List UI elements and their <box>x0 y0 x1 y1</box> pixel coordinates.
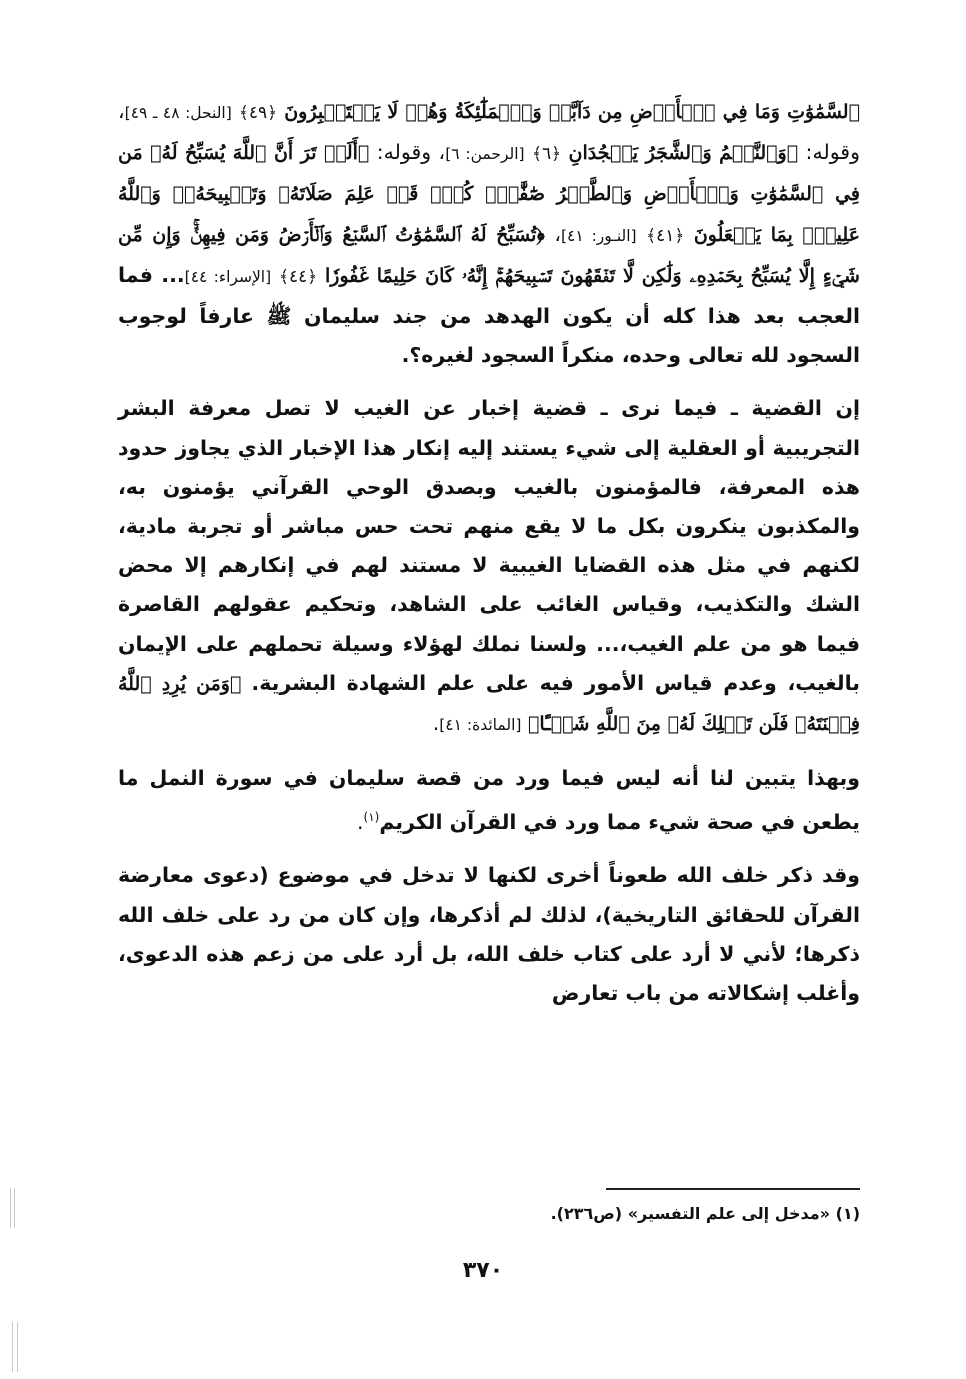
paragraph-4 <box>118 856 860 1013</box>
quran-verse: ﴿وَمَن يُرِدِ ٱللَّهُ فِتۡنَتَهُۥ فَلَن تَمۡلِكَ لَهُۥ مِنَ ٱللَّهِ شَيۡـًٔا﴾ <box>118 672 860 736</box>
verse-reference: [النـور: ٤١] <box>560 226 637 245</box>
quran-verse: ﴿أَلَمۡ تَرَ أَنَّ ٱللَّهَ يُسَبِّحُ لَهُۥ مَن فِي ٱلسَّمَٰوَٰتِ وَٱلۡأَرۡضِ وَٱلطَّيۡرُ صَٰٓفَّٰتٖۖ كُلّٞ قَدۡ عَلِمَ صَلَاتَهُۥ وَتَسۡبِيحَهُۥۗ وَٱللَّهُ عَلِيمُۢ بِمَا يَفۡعَلُونَ <box>118 142 860 246</box>
verse-reference: [الإسراء: ٤٤] <box>184 267 272 286</box>
ayah-number: ﴿٤٩﴾ <box>238 103 278 123</box>
quran-verse: ﴿وَٱلنَّجۡمُ وَٱلشَّجَرُ يَسۡجُدَانِ <box>568 142 799 165</box>
footnote-text: «مدخل إلى علم التفسير» (ص٢٣٦). <box>550 1204 831 1223</box>
body-text: . <box>432 711 440 736</box>
footnote-number: (١) <box>835 1204 860 1223</box>
scan-edge-line <box>12 1322 13 1372</box>
ayah-number: ﴿٤٤﴾ <box>278 266 318 287</box>
verse-reference: [النحل: ٤٨ ـ ٤٩] <box>124 104 232 122</box>
body-text: وبهذا يتبين لنا أنه ليس فيما ورد من قصة سليمان في سورة النمل ما يطعن في صحة شيء مما ورد في القرآن الكريم <box>118 766 860 835</box>
quran-verse: ٱلسَّمَٰوَٰتِ وَمَا فِي ٱلۡأَرۡضِ مِن دَآبَّةٖ وَٱلۡمَلَٰٓئِكَةُ وَهُمۡ لَا يَسۡتَكۡبِرُونَ <box>284 101 860 123</box>
body-text: إن القضية ـ فيما نرى ـ قضية إخبار عن الغيب لا تصل معرفة البشر التجريبية أو العقلية إلى شيء يستند إليه إنكار هذا الإخبار الذي يجاوز حدود هذه المعرفة، فالمؤمنون بالغيب وبصدق الوحي القرآني يؤمنون به، والمكذبون ينكرون بكل ما لا يقع منهم تحت حس مباشر أو تجربة مادية، لكنهم في مثل هذه القضايا الغيبية لا مستند لهم في إنكارهم إلا محض الشك والتكذيب، وقياس الغائب على الشاهد، وتحكيم عقولهم القاصرة فيما هو من علم الغيب،... ولسنا نملك لهؤلاء وسيلة تحملهم على الإيمان بالغيب، وعدم قياس الأمور فيه على علم الشهادة البشرية. <box>118 396 860 695</box>
verse-reference: [المائدة: ٤١] <box>439 716 522 735</box>
scan-edge-line <box>14 1188 15 1228</box>
quran-verse: ﴿تُسَبِّحُ لَهُ ٱلسَّمَٰوَٰتُ ٱلسَّبۡعُ وَٱلۡأَرۡضُ وَمَن فِيهِنَّۚ وَإِن مِّن شَيۡءٍ إِلَّا يُسَبِّحُ بِحَمۡدِهِۦ وَلَٰكِن لَّا تَفۡقَهُونَ تَسۡبِيحَهُمۡۚ إِنَّهُۥ كَانَ حَلِيمًا غَفُورٗا <box>118 223 860 287</box>
body-text: ، وقوله: <box>118 99 860 165</box>
ayah-number: ﴿٦﴾ <box>532 144 562 165</box>
body-text: . <box>357 810 364 835</box>
verse-reference: [الرحمن: ٦] <box>445 145 525 164</box>
body-text: ، <box>544 221 561 246</box>
scan-edge-line <box>10 1188 11 1228</box>
paragraph-3 <box>118 759 860 842</box>
ayah-number: ﴿٤١﴾ <box>646 225 685 246</box>
page-number: ٣٧٠ <box>462 1258 504 1283</box>
footnote <box>551 1204 860 1223</box>
paragraph-1 <box>118 92 860 375</box>
body-text: وقد ذكر خلف الله طعوناً أخرى لكنها لا تدخل في موضوع (دعوى معارضة القرآن للحقائق التاريخية)، لذلك لم أذكرها، وإن كان من رد على خلف الله ذكرها؛ لأني لا أرد على كتاب خلف الله، بل أرد على من زعم هذه الدعوى، وأغلب إشكالاته من باب تعارض <box>118 863 860 1006</box>
footnote-separator <box>606 1188 860 1190</box>
page-body <box>118 92 860 1013</box>
paragraph-2 <box>118 389 860 745</box>
body-text: ... فما العجب بعد هذا كله أن يكون الهدهد من جند سليمان ﷺ عارفاً لوجوب السجود لله تعالى وحده، منكراً السجود لغيره؟. <box>118 262 860 368</box>
body-text: ، وقوله: <box>369 140 446 165</box>
scan-edge-line <box>17 1322 18 1372</box>
footnote-marker: (١) <box>363 810 380 825</box>
